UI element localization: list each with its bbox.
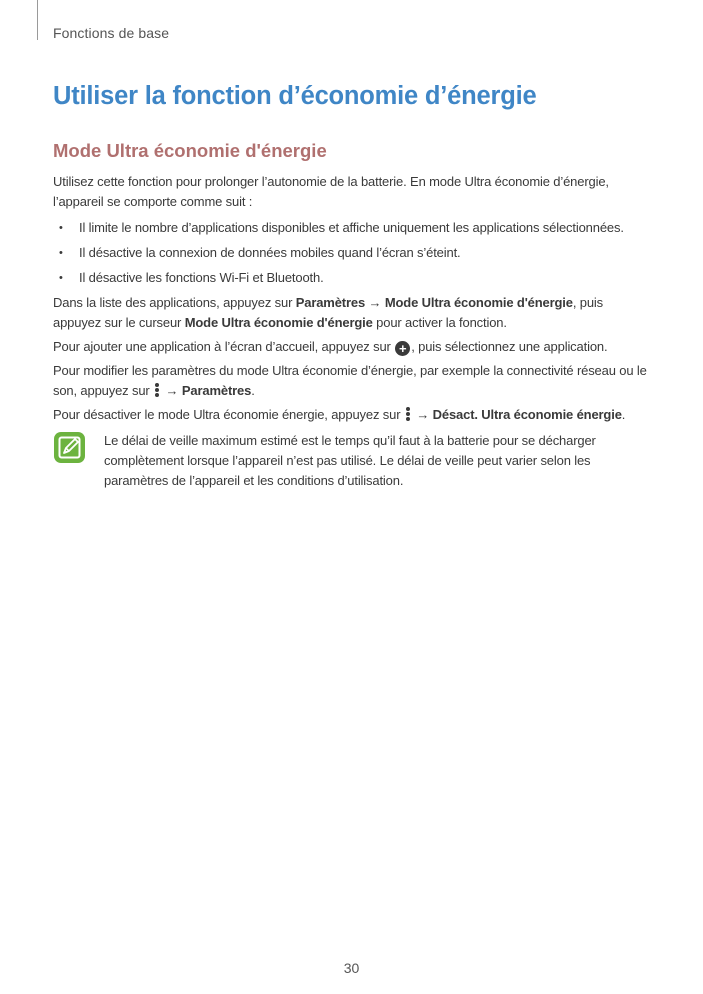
margin-rule <box>37 0 38 40</box>
deactivate-paragraph: Pour désactiver le mode Ultra économie énergie, appuyez sur → Désact. Ultra économie énergie. <box>53 407 626 422</box>
settings-label: Paramètres <box>181 383 252 398</box>
bullet-icon: • <box>59 247 63 259</box>
bullet-icon: • <box>59 272 63 284</box>
list-item: • Il désactive la connexion de données mobiles quand l’écran s’éteint. <box>53 243 653 263</box>
ultra-mode-label: Mode Ultra économie d'énergie <box>384 295 573 310</box>
note-box <box>53 431 653 491</box>
more-options-icon <box>155 383 160 397</box>
section-title: Mode Ultra économie d'énergie <box>53 140 327 161</box>
list-item: • Il limite le nombre d’applications disponibles et affiche uniquement les applications sélectionnées. <box>53 218 653 238</box>
settings-label: Paramètres <box>295 295 366 310</box>
ultra-mode-switch-label: Mode Ultra économie d'énergie <box>184 315 373 330</box>
activate-paragraph: Dans la liste des applications, appuyez sur Paramètres → Mode Ultra économie d'énergie, puis appuyez sur le curseur Mode Ultra économie d'énergie pour activer la fonction. <box>53 295 604 330</box>
more-options-icon <box>406 407 411 421</box>
bullet-icon: • <box>59 222 63 234</box>
running-head: Fonctions de base <box>53 25 170 41</box>
intro-paragraph: Utilisez cette fonction pour prolonger l’autonomie de la batterie. En mode Ultra économie d’énergie, l’appareil se comporte comme suit : <box>53 174 609 209</box>
add-app-paragraph: Pour ajouter une application à l’écran d’accueil, appuyez sur + , puis sélectionnez une application. <box>53 339 608 356</box>
page-title: Utiliser la fonction d’économie d’énergie <box>53 82 537 110</box>
plus-circle-icon: + <box>395 341 410 356</box>
behavior-list <box>53 218 653 288</box>
page-number: 30 <box>343 960 360 976</box>
settings-paragraph: Pour modifier les paramètres du mode Ultra économie d’énergie, par exemple la connectivité réseau ou le son, appuyez sur → Paramètres. <box>53 363 647 398</box>
note-pencil-icon <box>53 431 86 464</box>
deactivate-label: Désact. Ultra économie énergie <box>432 407 622 422</box>
section-content <box>53 172 653 491</box>
note-text: Le délai de veille maximum estimé est le temps qu’il faut à la batterie pour se décharger complètement lorsque l’appareil n’est pas utilisé. Le délai de veille peut varier selon les paramètres de l’appareil et les conditions d’utilisation. <box>104 433 596 488</box>
list-item: • Il désactive les fonctions Wi-Fi et Bluetooth. <box>53 268 653 288</box>
